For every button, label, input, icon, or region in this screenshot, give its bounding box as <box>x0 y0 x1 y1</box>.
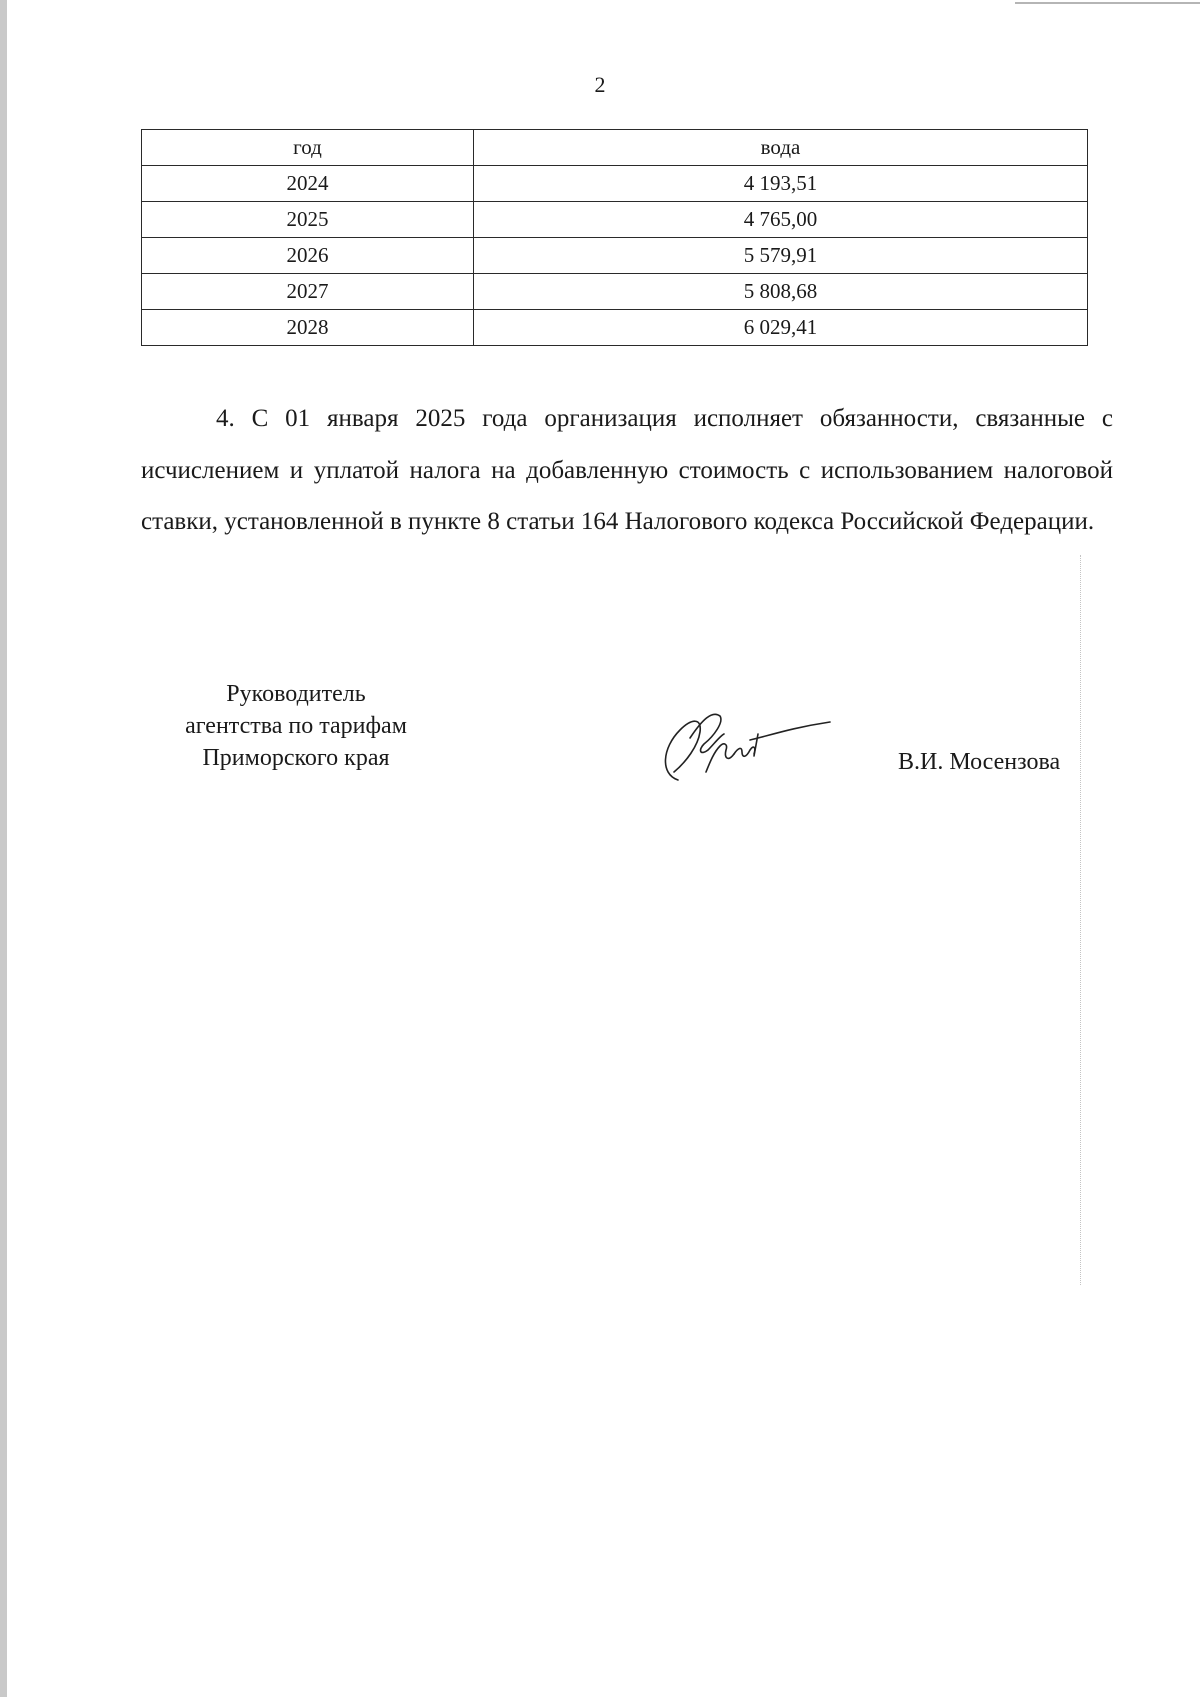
paragraph-vat-obligation: 4. С 01 января 2025 года организация исполняет обязанности, связанные с исчислением и уплатой налога на добавленную стоимость с использованием налоговой ставки, установленной в пункте 8 статьи 164 Налогового кодекса Российской Федерации. <box>141 405 1113 535</box>
water-tariff-cell: 5 579,91 <box>474 238 1088 274</box>
signatory-position-line: Руководитель <box>226 681 366 707</box>
handwritten-signature <box>650 688 850 798</box>
year-cell: 2025 <box>142 202 474 238</box>
scan-left-edge <box>0 0 7 1697</box>
signatory-position-line: агентства по тарифам <box>185 713 407 739</box>
signatory-position <box>141 678 451 774</box>
year-cell: 2026 <box>142 238 474 274</box>
water-tariff-cell: 4 765,00 <box>474 202 1088 238</box>
table-row <box>142 238 1088 274</box>
signatory-position-line: Приморского края <box>202 745 390 771</box>
column-header-year: год <box>142 130 474 166</box>
table-header-row <box>142 130 1088 166</box>
tariff-table <box>141 129 1088 346</box>
water-tariff-cell: 5 808,68 <box>474 274 1088 310</box>
year-cell: 2024 <box>142 166 474 202</box>
table-row <box>142 202 1088 238</box>
column-header-water: вода <box>474 130 1088 166</box>
scan-right-dotted-artifact <box>1080 555 1083 1285</box>
table-row <box>142 310 1088 346</box>
table-row <box>142 274 1088 310</box>
year-cell: 2027 <box>142 274 474 310</box>
table-row <box>142 166 1088 202</box>
scan-top-edge-line <box>1015 2 1200 4</box>
page-number: 2 <box>594 72 606 97</box>
water-tariff-cell: 6 029,41 <box>474 310 1088 346</box>
water-tariff-cell: 4 193,51 <box>474 166 1088 202</box>
signer-name: В.И. Мосензова <box>898 749 1061 775</box>
year-cell: 2028 <box>142 310 474 346</box>
